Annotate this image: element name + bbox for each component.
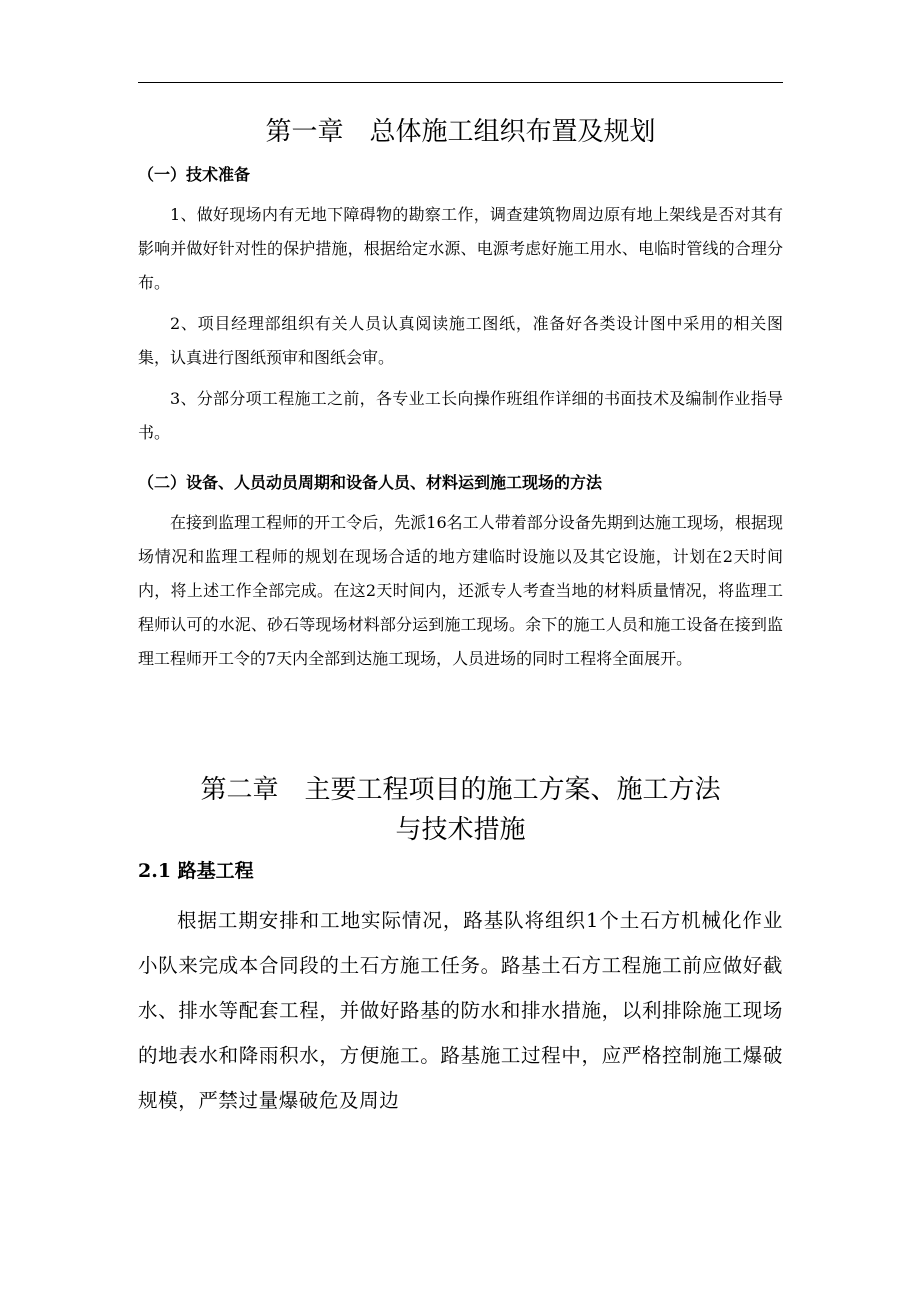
chapter2-number: 第二章 (200, 775, 279, 805)
paragraph: 2、项目经理部组织有关人员认真阅读施工图纸，准备好各类设计图中采用的相关图集，认真进行图纸预审和图纸会审。 (138, 314, 783, 367)
section-technical-prep-body (138, 198, 783, 457)
header-rule (138, 82, 783, 83)
chapter1-number: 第一章 (265, 117, 344, 147)
section-subgrade-body (138, 898, 783, 1123)
section-mobilization-body (138, 506, 783, 683)
chapter2-title-text: 主要工程项目的施工方案、施工方法 (304, 775, 721, 805)
section-technical-prep-heading: （一）技术准备 (138, 165, 251, 184)
chapter2-title-line1 (138, 772, 783, 808)
paragraph: 1、做好现场内有无地下障碍物的勘察工作，调查建筑物周边原有地上架线是否对其有影响并做好针对性的保护措施，根据给定水源、电源考虑好施工用水、电临时管线的合理分布。 (138, 205, 783, 292)
chapter1-title-text: 总体施工组织布置及规划 (369, 117, 656, 147)
section-mobilization-heading: （二）设备、人员动员周期和设备人员、材料运到施工现场的方法 (138, 473, 603, 492)
chapter2-title-line2: 与技术措施 (395, 815, 526, 845)
paragraph: 3、分部分项工程施工之前，各专业工长向操作班组作详细的书面技术及编制作业指导书。 (138, 389, 783, 442)
section-subgrade-heading: 2.1 路基工程 (138, 860, 254, 882)
paragraph: 在接到监理工程师的开工令后，先派16名工人带着部分设备先期到达施工现场，根据现场情况和监理工程师的规划在现场合适的地方建临时设施以及其它设施，计划在2天时间内，将上述工作全部完成。在这2天时间内，还派专人考查当地的材料质量情况，将监理工程师认可的水泥、砂石等现场材料部分运到施工现场。余下的施工人员和施工设备在接到监理工程师开工令的7天内全部到达施工现场，人员进场的同时工程将全面展开。 (138, 513, 783, 668)
chapter1-title (138, 114, 783, 150)
paragraph: 根据工期安排和工地实际情况，路基队将组织1个土石方机械化作业小队来完成本合同段的土石方施工任务。路基土石方工程施工前应做好截水、排水等配套工程，并做好路基的防水和排水措施，以利排除施工现场的地表水和降雨积水，方便施工。路基施工过程中，应严格控制施工爆破规模，严禁过量爆破危及周边 (138, 909, 783, 1112)
